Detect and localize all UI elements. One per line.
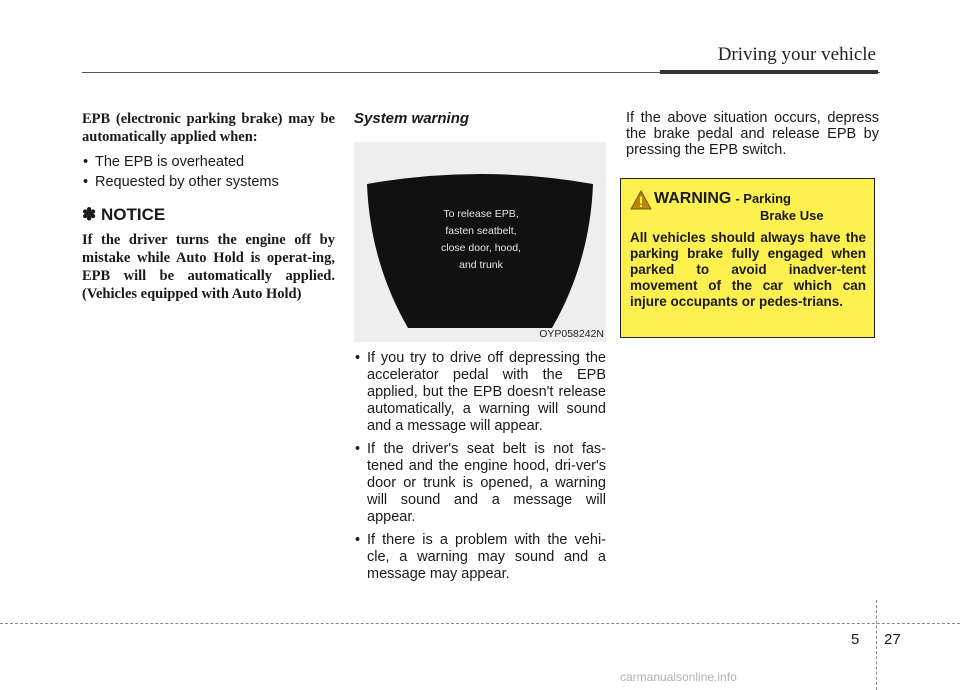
list-item: • If there is a problem with the vehi-cle, a warning may sound and a message may appear. <box>354 532 606 583</box>
left-column <box>82 110 335 303</box>
warning-header <box>630 189 866 210</box>
right-column <box>626 110 879 338</box>
section-number: 5 <box>851 631 860 648</box>
notice-body: If the driver turns the engine off by mistake while Auto Hold is operat-ing, EPB will be automatically applied. (Vehicles equipped with Auto Hold) <box>82 232 335 302</box>
page-number-divider <box>876 600 877 690</box>
notice-heading: ✽ NOTICE <box>82 205 166 224</box>
epb-intro: EPB (electronic parking brake) may be automatically applied when: <box>82 111 335 145</box>
list-item: • Requested by other systems <box>82 174 335 191</box>
middle-column <box>354 110 606 589</box>
list-item: • If you try to drive off depressing the accelerator pedal with the EPB applied, but the EPB doesn't release automatically, a warning will sound and a message will appear. <box>354 350 606 435</box>
cluster-message-line: fasten seatbelt, <box>445 225 517 237</box>
cluster-message-line: close door, hood, <box>441 242 521 254</box>
epb-conditions-list <box>82 154 335 191</box>
page-number: 27 <box>884 631 901 648</box>
cluster-figure <box>354 142 606 342</box>
warning-box <box>620 178 875 338</box>
footer-rule <box>0 623 960 624</box>
cluster-message-line: To release EPB, <box>443 208 519 220</box>
warning-subtitle-continued: Brake Use <box>760 208 824 223</box>
list-item: • If the driver's seat belt is not fas-tened and the engine hood, dri-ver's door or trunk is opened, a warning will sound and a message will appear. <box>354 441 606 526</box>
warning-triangle-icon <box>630 190 652 210</box>
cluster-message <box>414 206 548 274</box>
watermark-link[interactable]: carmanualsonline.info <box>620 670 737 684</box>
cluster-message-line: and trunk <box>459 259 503 271</box>
warning-title: WARNING <box>654 190 732 207</box>
list-item: • The EPB is overheated <box>82 154 335 171</box>
warning-subtitle: - Parking <box>735 191 791 206</box>
warning-conditions-list <box>354 350 606 583</box>
warning-body: All vehicles should always have the parking brake fully engaged when parked to avoid inadver-tent movement of the car which can injure occupants or pedes-trians. <box>630 230 866 309</box>
release-instructions: If the above situation occurs, depress the brake pedal and release EPB by pressing the EPB switch. <box>626 110 879 158</box>
system-warning-heading: System warning <box>354 110 470 127</box>
figure-code: OYP058242N <box>539 328 604 340</box>
section-header-title: Driving your vehicle <box>717 44 876 65</box>
header-rule-accent <box>660 70 878 74</box>
